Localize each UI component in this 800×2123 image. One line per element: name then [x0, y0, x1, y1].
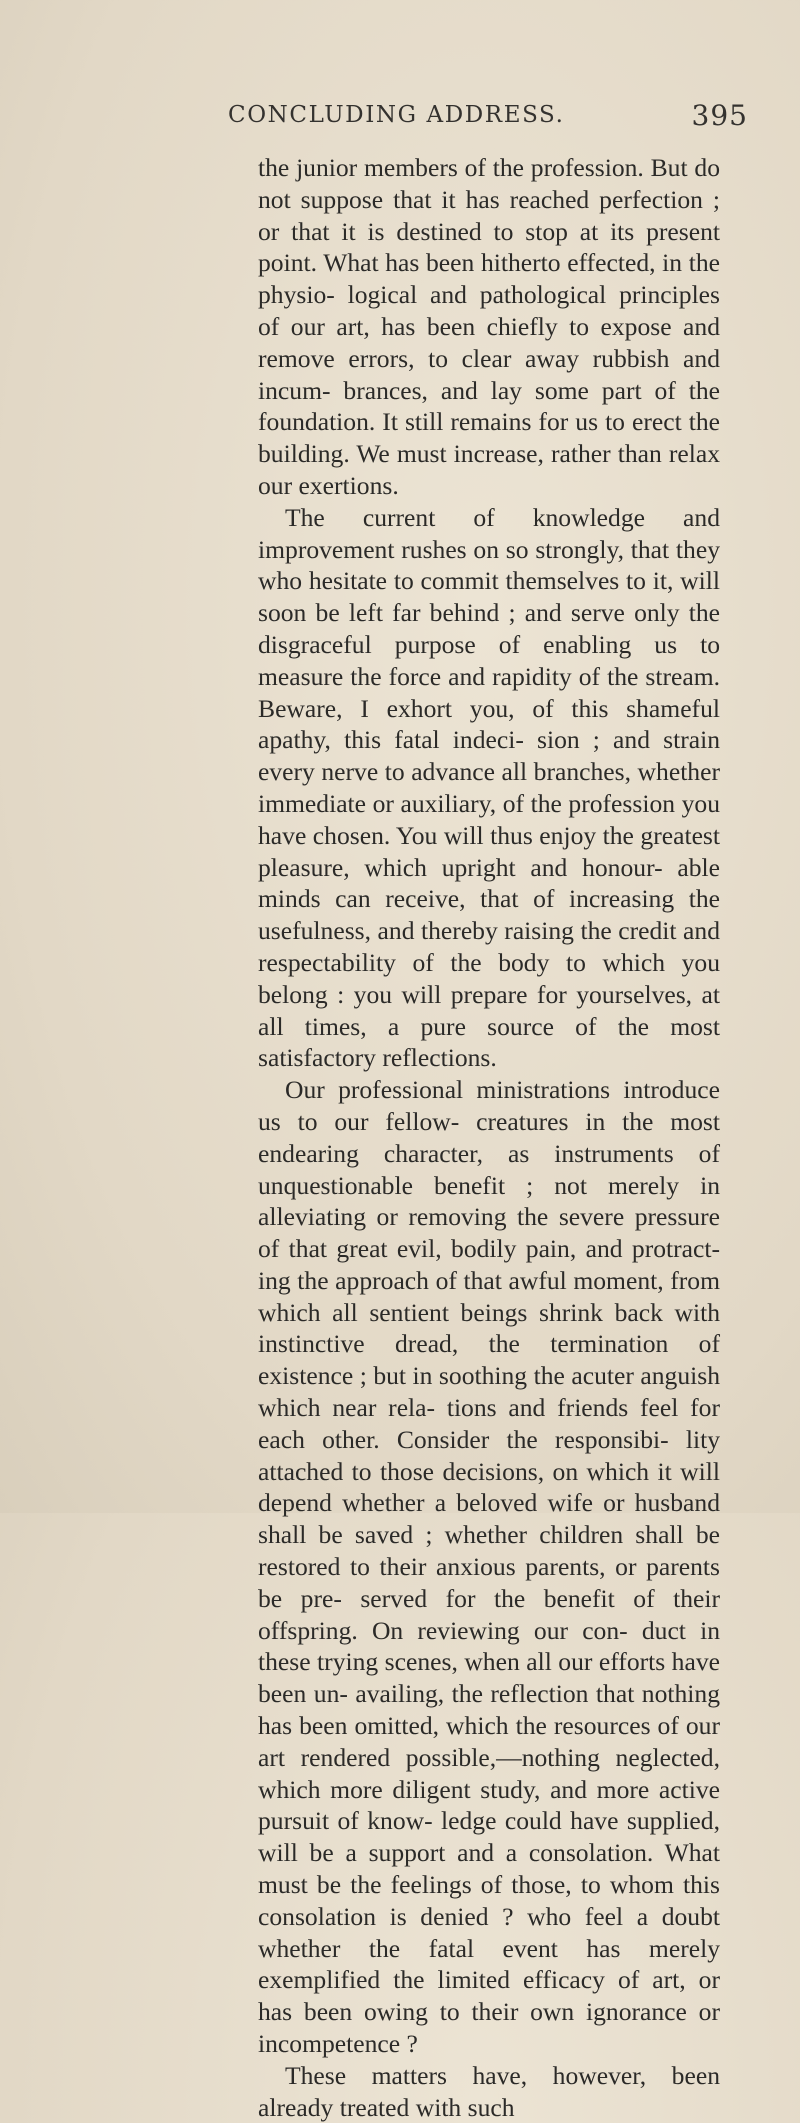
paragraph-1: the junior members of the profession. But do not suppose that it has reached perfection ; or that it is destined to stop at its present point. What has been hitherto effected, in the physio- logical and pathological principles of our art, has been chiefly to expose and remove errors, to clear away rubbish and incum- brances, and lay some part of the foundation. It still remains for us to erect the building. We must increase, rather than relax our exertions. [258, 153, 720, 500]
paragraph-2: The current of knowledge and improvement rushes on so strongly, that they who hesitate to commit themselves to it, will soon be left far behind ; and serve only the disgraceful purpose of enabling us to measure the force and rapidity of the stream. Beware, I exhort you, of this shameful apathy, this fatal indeci- sion ; and strain every nerve to advance all branches, whether immediate or auxiliary, of the profession you have chosen. You will thus enjoy the greatest pleasure, which upright and honour- able minds can receive, that of increasing the usefulness, and thereby raising the credit and respectability of the body to which you belong : you will prepare for yourselves, at all times, a pure source of the most satisfactory reflections. [258, 502, 720, 1073]
running-title: CONCLUDING ADDRESS. [228, 102, 565, 128]
paragraph-4: These matters have, however, been already treated with such [258, 2060, 720, 2122]
running-head [228, 99, 748, 142]
page-number: 395 [691, 99, 748, 132]
paragraph-3: Our professional ministrations introduce us to our fellow- creatures in the most endearing character, as instruments of unquestionable benefit ; not merely in alleviating or removing the severe pressure of that great evil, bodily pain, and protract- ing the approach of that awful moment, from which all sentient beings shrink back with instinctive dread, the termination of existence ; but in soothing the acuter anguish which near rela- tions and friends feel for each other. Consider the responsibi- lity attached to those decisions, on which it will depend whether a beloved wife or husband shall be saved ; whether children shall be restored to their anxious parents, or parents be pre- served for the benefit of their offspring. On reviewing our con- duct in these trying scenes, when all our efforts have been un- availing, the reflection that nothing has been omitted, which the resources of our art rendered possible,—nothing neglected, which more diligent study, and more active pursuit of know- ledge could have supplied, will be a support and a consolation. What must be the feelings of those, to whom this consolation is denied ? who feel a doubt whether the fatal event has merely exemplified the limited efficacy of art, or has been owing to their own ignorance or incompetence ? [258, 1075, 720, 2059]
body-text [258, 152, 720, 2123]
